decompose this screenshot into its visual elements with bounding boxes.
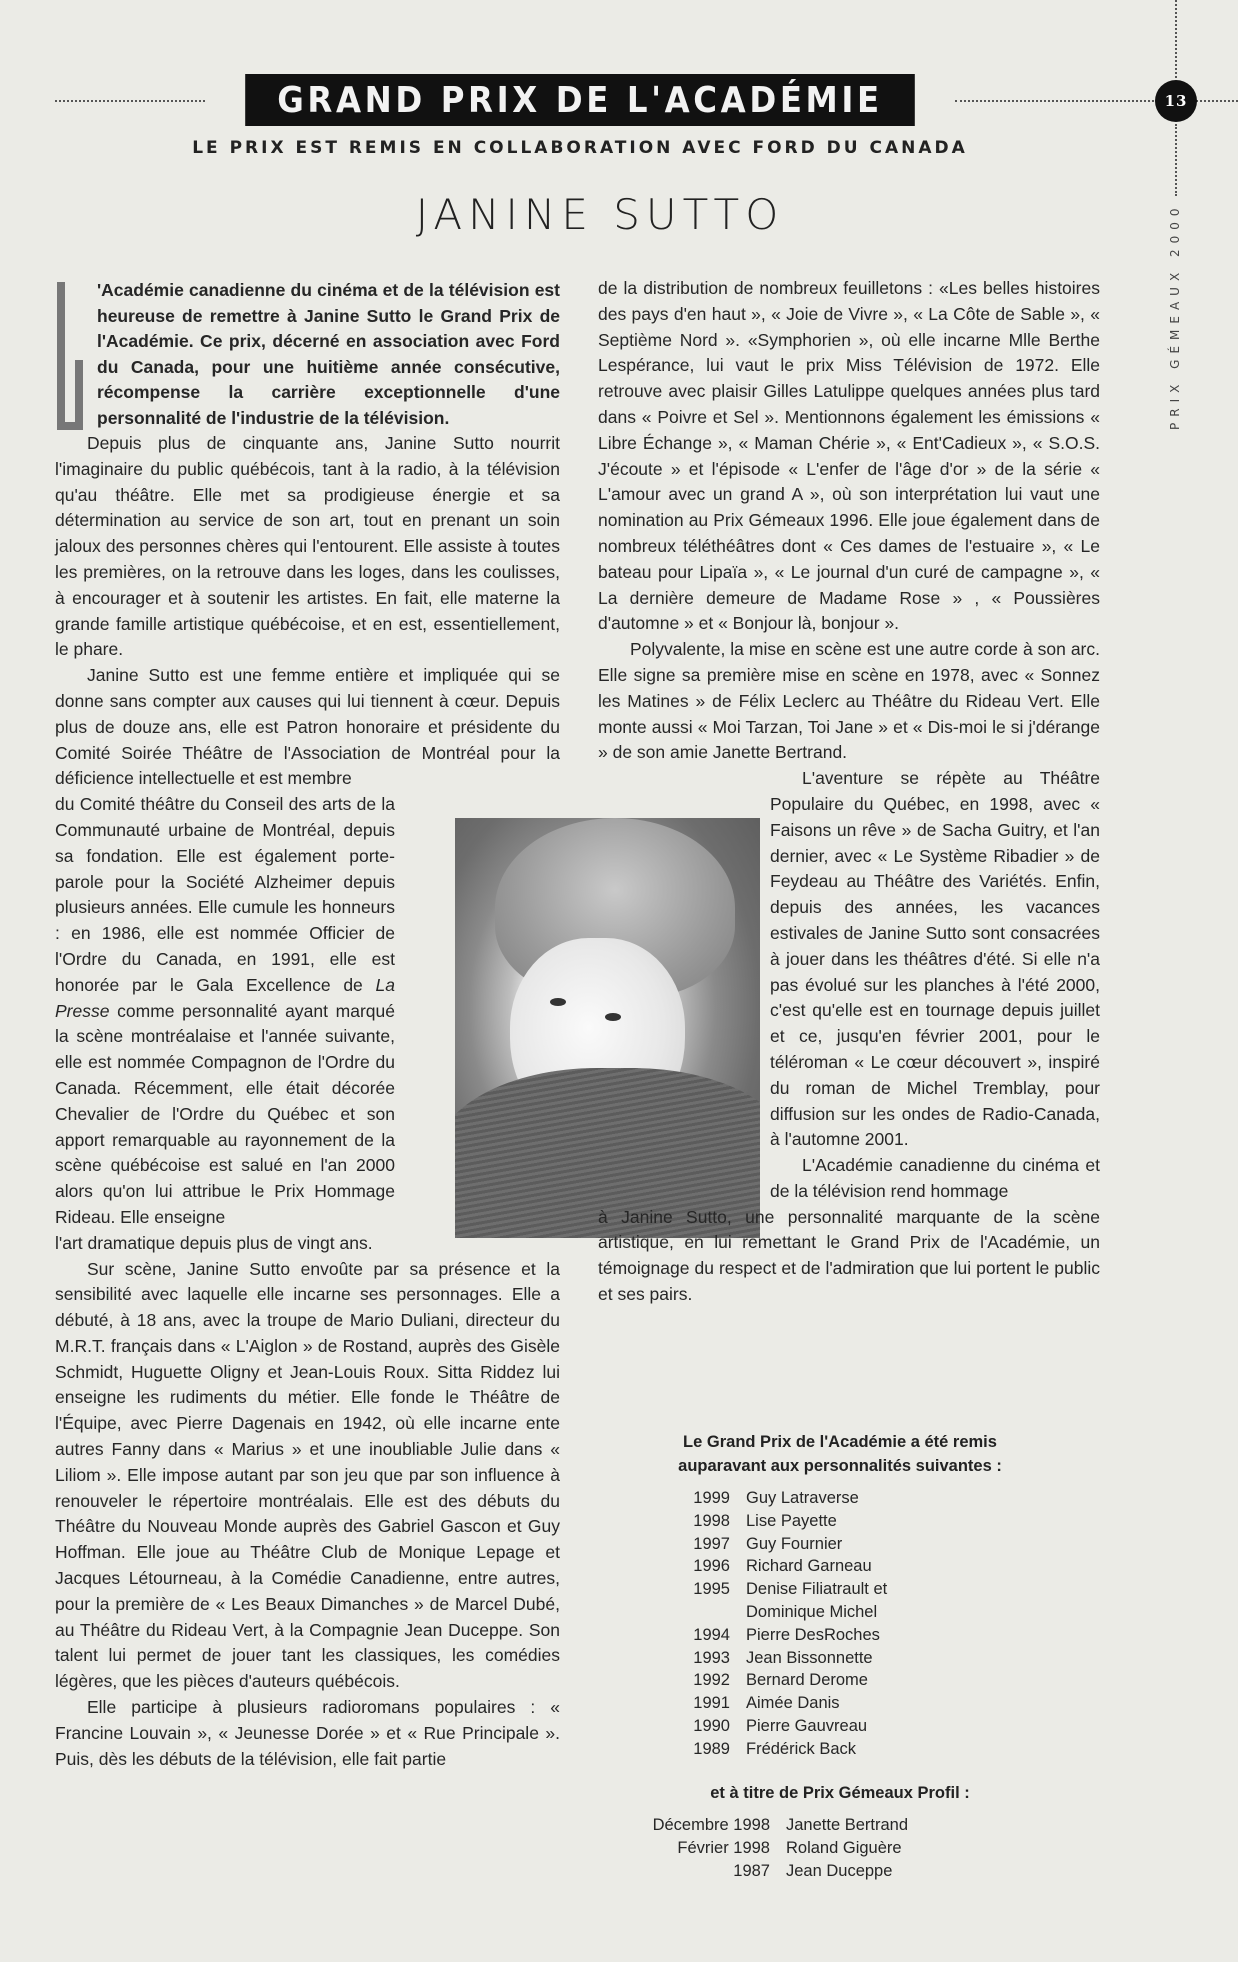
winner-name: Guy Fournier — [746, 1534, 843, 1553]
paragraph: L'aventure se répète au Théâtre Populaire du Québec, en 1998, avec « Faisons un rêve » de Sacha Guitry, et l'an dernier, avec « Le Système Ribadier » de Feydeau au Théâtre des Variétés. Enfin, depuis des années, les vacances estivales de Janine Sutto sont consacrées à jouer dans les théâtres d'été. Si elle n'a pas évolué sur les planches à l'été 2000, c'est qu'elle est en tournage depuis juillet et ce, jusqu'en février 2001, pour le téléroman « Le cœur découvert », inspiré du roman de Michel Tremblay, pour diffusion sur les ondes de Radio-Canada, à l'automne 2001. — [770, 768, 1100, 1150]
winner-year: 1990 — [693, 1716, 730, 1735]
winner-row — [640, 1555, 946, 1578]
winner-row — [640, 1738, 946, 1761]
winner-row — [640, 1533, 946, 1556]
winner-row — [640, 1715, 946, 1738]
title-line: Le Grand Prix de l'Académie a été remis — [683, 1433, 997, 1451]
text-run: du Comité théâtre du Conseil des arts de la Communauté urbaine de Montréal, depuis sa fondation. Elle est également porte-parole pour la Société Alzheimer depuis plusieurs années. Elle cumule les honneurs : en 1986, elle est nommée Officier de l'Ordre du Canada, en 1991, elle est honorée par le Gala Excellence de — [55, 794, 395, 995]
winner-year: 1997 — [693, 1534, 730, 1553]
article-column-right — [598, 276, 1100, 1308]
paragraph: Polyvalente, la mise en scène est une autre corde à son arc. Elle signe sa première mise en scène en 1978, avec « Sonnez les Matines » de Félix Leclerc au Théâtre du Rideau Vert. Elle monte aussi « Moi Tarzan, Toi Jane » et « Dis-moi le si j'dérange » de son amie Janette Bertrand. — [598, 639, 1100, 763]
drop-cap-l — [55, 282, 89, 432]
paragraph: de la distribution de nombreux feuilletons : «Les belles histoires des pays d'en haut », « Joie de Vivre », « La Côte de Sable », « Septième Nord ». «Symphorien », où elle incarne Mlle Berthe Lespérance, lui vaut le prix Miss Télévision de 1972. Elle retrouve avec plaisir Gilles Latulippe quelques années plus tard dans « Poivre et Sel ». Mentionnons également les émissions « Libre Échange », « Maman Chérie », « Ent'Cadieux », « S.O.S. J'écoute » et l'épisode « L'enfer de l'âge d'or » de la série « L'amour avec un grand A », où son interprétation lui vaut une nomination au Prix Gémeaux 1996. Elle joue également dans de nombreux téléthéâtres dont « Ces dames de l'estuaire », « Le bateau pour Lipaïa », « Le journal d'un curé de campagne », « La dernière demeure de Madame Rose » , « Poussières d'automne » et « Bonjour là, bonjour ». — [598, 278, 1100, 634]
previous-winners-list — [640, 1487, 946, 1761]
paragraph: à Janine Sutto, une personnalité marquante de la scène artistique, en lui remettant le Grand Prix de l'Académie, un témoignage du respect et de l'admiration que lui portent le public et ses pairs. — [598, 1206, 1100, 1305]
text-run: comme personnalité ayant marqué la scène montréalaise et l'année suivante, elle est nommée Compagnon de l'Ordre du Canada. Récemment, elle était décorée Chevalier de l'Ordre du Québec et son apport remarquable au rayonnement de la scène québécoise est salué en l'an 2000 alors qu'on lui attribue le Prix Hommage Rideau. Elle enseigne — [55, 1000, 395, 1227]
lead-text: 'Académie canadienne du cinéma et de la télévision est heureuse de remettre à Janine Sutto le Grand Prix de l'Académie. Ce prix, décerné en association avec Ford du Canada, pour une huitième année consécutive, récompense la carrière exceptionnelle d'une personnalité de l'industrie de la télévision. — [97, 280, 560, 428]
winner-year: 1995 — [693, 1580, 730, 1599]
winner-name: Frédérick Back — [746, 1739, 857, 1758]
photo-eye — [550, 998, 566, 1006]
paragraph: Depuis plus de cinquante ans, Janine Sutto nourrit l'imaginaire du public québécois, tant à la radio, à la télévision qu'au théâtre. Elle met sa prodigieuse énergie et sa détermination au service de son art, tout en prenant un soin jaloux des personnes chères qui l'entourent. Elle assiste à toutes les premières, on la retrouve dans les loges, dans les coulisses, à encourager et à soutenir les artistes. En fait, elle materne la grande famille artistique québécoise, et en est, essentiellement, le phare. — [55, 433, 560, 660]
winner-year: 1989 — [693, 1739, 730, 1758]
profil-row — [640, 1814, 908, 1837]
winner-row — [640, 1647, 946, 1670]
winner-name: Pierre Gauvreau — [746, 1716, 868, 1735]
winner-year: 1991 — [693, 1694, 730, 1713]
winner-year: 1993 — [693, 1648, 730, 1667]
paragraph: Sur scène, Janine Sutto envoûte par sa présence et la sensibilité avec laquelle elle incarne ses personnages. Elle a débuté, à 18 ans, avec la troupe de Mario Duliani, directeur du M.R.T. français dans « L'Aiglon » de Rostand, auprès des Gisèle Schmidt, Huguette Oligny et Jean-Louis Roux. Sitta Riddez lui enseigne les rudiments du métier. Elle fonde le Théâtre de l'Équipe, avec Pierre Dagenais en 1942, où elle incarne ente autres Fanny dans « Marius » et une inoubliable Julie dans « Liliom ». Elle impose autant par son jeu que par son influence à renouveler le répertoire montréalais. Elle est des débuts du Théâtre du Nouveau Monde auprès des Gabriel Gascon et Guy Hoffman. Elle joue au Théâtre Club de Monique Lepage et Jacques Létourneau, à la Comédie Canadienne, entre autres, pour la première de « Les Beaux Dimanches » de Marcel Dubé, au Théâtre du Rideau Vert, à la Compagnie Jean Duceppe. Son talent lui permet de jouer tant les classiques, les comédies légères, que les pièces d'auteurs québécois. — [55, 1258, 560, 1692]
side-label: PRIX GÉMEAUX 2000 — [1168, 202, 1182, 430]
winner-year: 1992 — [693, 1671, 730, 1690]
person-name-heading: JANINE SUTTO — [415, 190, 785, 239]
winner-row — [640, 1669, 946, 1692]
profil-row — [640, 1837, 908, 1860]
winner-name: Jean Bissonnette — [746, 1648, 873, 1667]
winner-name: Denise Filiatrault et — [746, 1580, 888, 1599]
profil-name: Jean Duceppe — [786, 1862, 893, 1880]
winner-row — [640, 1487, 946, 1510]
winner-row — [640, 1510, 946, 1533]
winner-row — [640, 1624, 946, 1647]
winner-row — [640, 1601, 946, 1624]
profil-name: Roland Giguère — [786, 1839, 902, 1857]
winner-name: Richard Garneau — [746, 1557, 872, 1576]
paragraph-wrap — [55, 792, 395, 1231]
winner-year: 1994 — [693, 1625, 730, 1644]
winner-year: 1999 — [693, 1489, 730, 1507]
profil-row — [640, 1860, 908, 1883]
profil-name: Janette Bertrand — [786, 1816, 908, 1834]
dotted-rule-vertical-bottom — [1175, 124, 1177, 196]
winner-year: 1998 — [693, 1511, 730, 1530]
lead-paragraph — [55, 278, 560, 431]
winner-year: 1996 — [693, 1557, 730, 1576]
winner-year — [640, 1601, 746, 1624]
winner-name: Guy Latraverse — [746, 1489, 859, 1507]
profil-date: Février 1998 — [677, 1839, 770, 1857]
paragraph: Elle participe à plusieurs radioromans populaires : « Francine Louvain », « Jeunesse Dorée » et « Rue Principale ». Puis, dès les débuts de la télévision, elle fait partie — [55, 1697, 560, 1769]
dotted-rule-left — [55, 100, 205, 102]
banner-title: GRAND PRIX DE L'ACADÉMIE — [245, 74, 915, 126]
page-number-badge: 13 — [1155, 80, 1197, 122]
winner-name: Dominique Michel — [746, 1602, 878, 1621]
previous-winners-title — [640, 1430, 1040, 1478]
profil-date: Décembre 1998 — [652, 1816, 770, 1834]
title-line: auparavant aux personnalités suivantes : — [678, 1457, 1002, 1475]
paragraph: Janine Sutto est une femme entière et impliquée qui se donne sans compter aux causes qui lui tiennent à cœur. Depuis plus de douze ans, elle est Patron honoraire et présidente du Comité Soirée Théâtre de l'Association de Montréal pour la déficience intellectuelle et est membre — [55, 665, 560, 789]
profil-date: 1987 — [733, 1862, 770, 1880]
subtitle: LE PRIX EST REMIS EN COLLABORATION AVEC FORD DU CANADA — [192, 138, 968, 158]
winner-name: Pierre DesRoches — [746, 1625, 880, 1644]
winner-name: Bernard Derome — [746, 1671, 868, 1690]
paragraph-end: l'art dramatique depuis plus de vingt ans. — [55, 1232, 373, 1253]
publication-title: La Presse — [55, 974, 395, 1021]
winner-row — [640, 1692, 946, 1715]
winner-name: Lise Payette — [746, 1511, 837, 1530]
dotted-rule-vertical-top — [1175, 0, 1177, 78]
paragraph: L'Académie canadienne du cinéma et de la télévision rend hommage — [770, 1155, 1100, 1201]
winner-row — [640, 1578, 946, 1601]
winner-name: Aimée Danis — [746, 1694, 840, 1713]
gemeaux-profil-list — [640, 1814, 908, 1883]
gemeaux-profil-title: et à titre de Prix Gémeaux Profil : — [710, 1784, 970, 1802]
